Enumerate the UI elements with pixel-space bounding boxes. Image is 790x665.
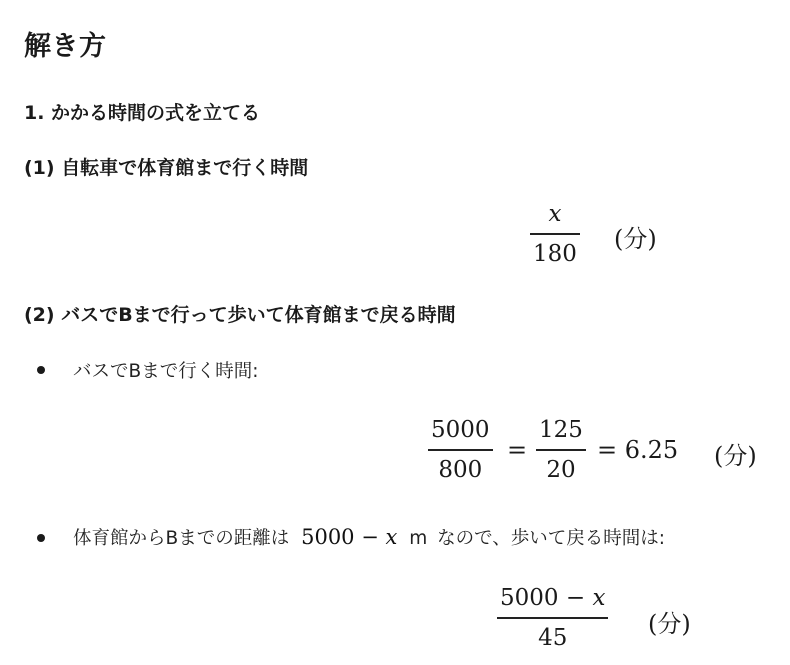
bullet2-numerator bbox=[497, 582, 608, 614]
result-value: = 6.25 bbox=[597, 436, 679, 464]
bullet2-unit: (分) bbox=[648, 610, 691, 638]
bullet2-fraction bbox=[497, 582, 608, 654]
fraction2-numerator: 125 bbox=[539, 417, 583, 443]
bullet2-inline-math bbox=[301, 525, 397, 549]
bullet1-unit: (分) bbox=[714, 442, 757, 470]
bullet1-text: バスでBまで行く時間: bbox=[73, 361, 259, 382]
page-title: 解き方 bbox=[24, 31, 107, 62]
part1-heading: (1) 自転車で体育館まで行く時間 bbox=[24, 157, 309, 179]
numerator-const: 5000 − bbox=[500, 585, 593, 611]
inline-math-const: 5000 − bbox=[301, 525, 386, 549]
bullet2-text-before: 体育館からBまでの距離は bbox=[73, 528, 290, 549]
fraction-bar bbox=[536, 449, 586, 451]
numerator-var: x bbox=[592, 585, 606, 611]
fraction2-denominator: 20 bbox=[546, 456, 576, 483]
part1-denominator: 180 bbox=[533, 240, 577, 267]
bullet2-denominator: 45 bbox=[538, 624, 568, 651]
inline-math-var: x bbox=[385, 525, 398, 549]
bullet2-text-after: なので、歩いて戻る時間は: bbox=[437, 528, 666, 549]
equals-sign: = bbox=[507, 436, 528, 464]
fraction-bar bbox=[530, 233, 580, 235]
section-heading: 1. かかる時間の式を立てる bbox=[24, 102, 261, 124]
bullet1-fraction2 bbox=[536, 414, 586, 486]
part1-fraction bbox=[530, 198, 580, 270]
fraction-bar bbox=[497, 617, 608, 619]
part2-heading: (2) バスでBまで行って歩いて体育館まで戻る時間 bbox=[24, 304, 456, 326]
fraction1-numerator: 5000 bbox=[431, 417, 490, 443]
bullet2-unit-m: m bbox=[409, 528, 428, 549]
part1-numerator: x bbox=[548, 201, 562, 227]
part1-unit: (分) bbox=[614, 225, 657, 253]
fraction-bar bbox=[428, 449, 493, 451]
bullet-dot bbox=[37, 534, 45, 542]
bullet1-fraction1 bbox=[428, 414, 493, 486]
fraction1-denominator: 800 bbox=[438, 456, 483, 483]
bullet2-text bbox=[73, 524, 665, 550]
bullet-dot bbox=[37, 366, 45, 374]
